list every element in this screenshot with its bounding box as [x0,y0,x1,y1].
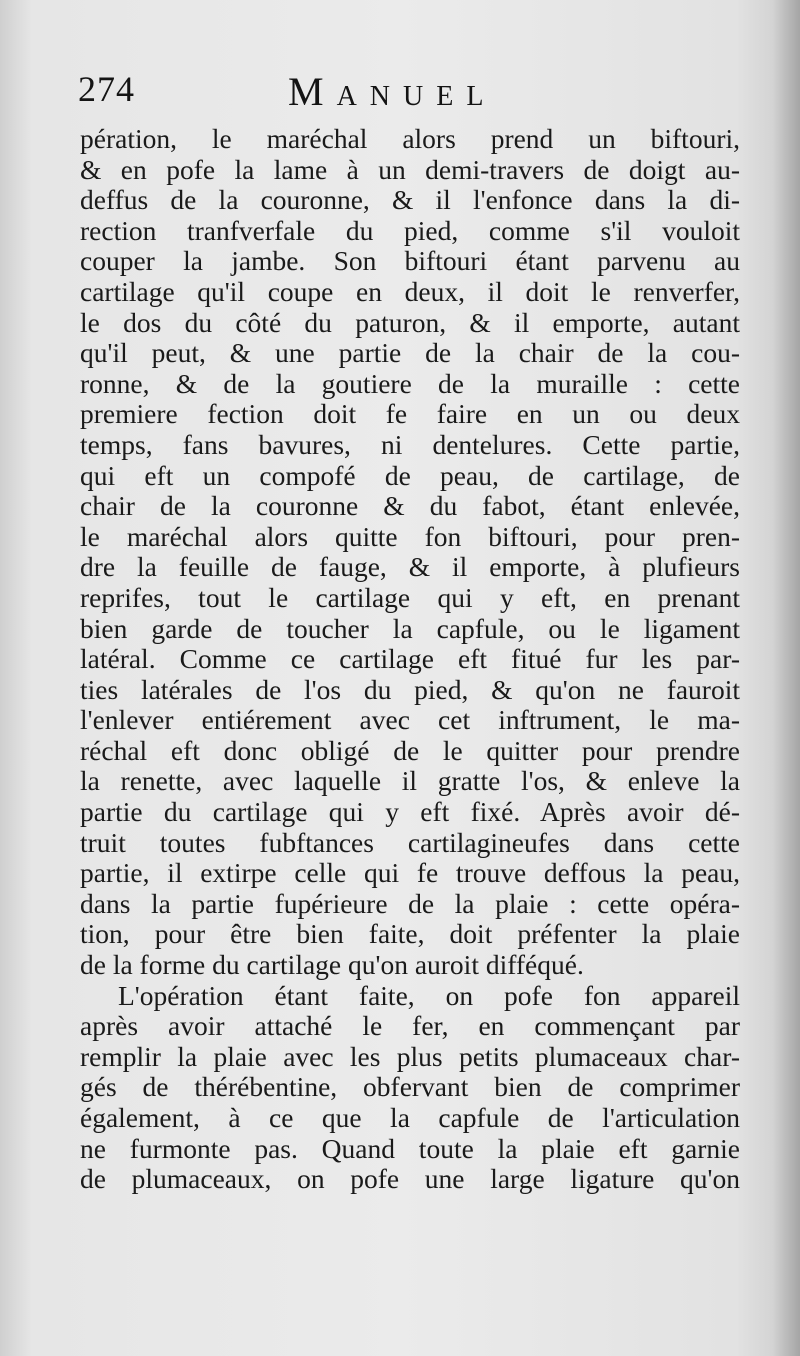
text-line: cartilage qu'il coupe en deux, il doit le renverfer, [80,275,740,307]
text-line: de plumaceaux, on pofe une large ligature qu'on [80,1163,740,1195]
text-line: ties latérales de l'os du pied, & qu'on ne fauroit [80,673,740,705]
text-line: le dos du côté du paturon, & il emporte, autant [80,306,740,338]
text-line: après avoir attaché le fer, en commençant par [80,1010,740,1042]
page-edge-shadow [772,0,800,1356]
text-line: deffus de la couronne, & il l'enfonce dans la di- [80,184,740,216]
text-line: la renette, avec laquelle il gratte l'os, & enleve la [80,765,740,797]
running-head: Manuel [288,69,497,114]
text-line: rection tranfverfale du pied, comme s'il vouloit [80,214,740,246]
text-line: & en pofe la lame à un demi-travers de doigt au- [80,153,740,185]
page-number: 274 [78,69,135,109]
text-line: pération, le maréchal alors prend un biftouri, [80,123,740,154]
text-line: tion, pour être bien faite, doit préfenter la plaie [80,918,740,950]
text-line: réchal eft donc obligé de le quitter pour prendre [80,734,740,766]
text-line: de la forme du cartilage qu'on auroit difféqué. [80,949,584,981]
text-line: dre la feuille de fauge, & il emporte, à plufieurs [80,551,740,583]
text-line: couper la jambe. Son biftouri étant parvenu au [80,245,740,277]
text-line: partie du cartilage qui y eft fixé. Après avoir dé- [80,796,740,828]
text-line: truit toutes fubftances cartilagineufes dans cette [80,826,740,858]
text-line: ronne, & de la goutiere de la muraille : cette [80,367,740,399]
text-line: qui eft un compofé de peau, de cartilage, de [80,459,740,491]
page-header [78,68,738,120]
text-line: gés de thérébentine, obfervant bien de comprimer [80,1071,740,1103]
text-line: ne furmonte pas. Quand toute la plaie eft garnie [80,1132,740,1164]
text-line: dans la partie fupérieure de la plaie : cette opéra- [80,887,740,919]
text-line: premiere fection doit fe faire en un ou deux [80,398,740,430]
text-line: temps, fans bavures, ni dentelures. Cette partie, [80,428,740,460]
text-line: également, à ce que la capfule de l'articulation [80,1102,740,1133]
text-line: reprifes, tout le cartilage qui y eft, en prenant [80,581,740,613]
text-line: qu'il peut, & une partie de la chair de la cou- [80,337,740,369]
text-line: bien garde de toucher la capfule, ou le ligament [80,612,740,644]
paragraph-first-line: L'opération étant faite, on pofe fon appareil [118,979,740,1011]
text-line: latéral. Comme ce cartilage eft fitué fur les par- [80,643,740,675]
text-line: le maréchal alors quitte fon biftouri, pour pren- [80,520,740,552]
text-line: chair de la couronne & du fabot, étant enlevée, [80,490,740,522]
text-line: partie, il extirpe celle qui fe trouve deffous la peau, [80,857,740,889]
text-line: remplir la plaie avec les plus petits plumaceaux char- [80,1040,740,1072]
text-line: l'enlever entiérement avec cet inftrument, le ma- [80,704,740,736]
body-text [80,124,740,1195]
